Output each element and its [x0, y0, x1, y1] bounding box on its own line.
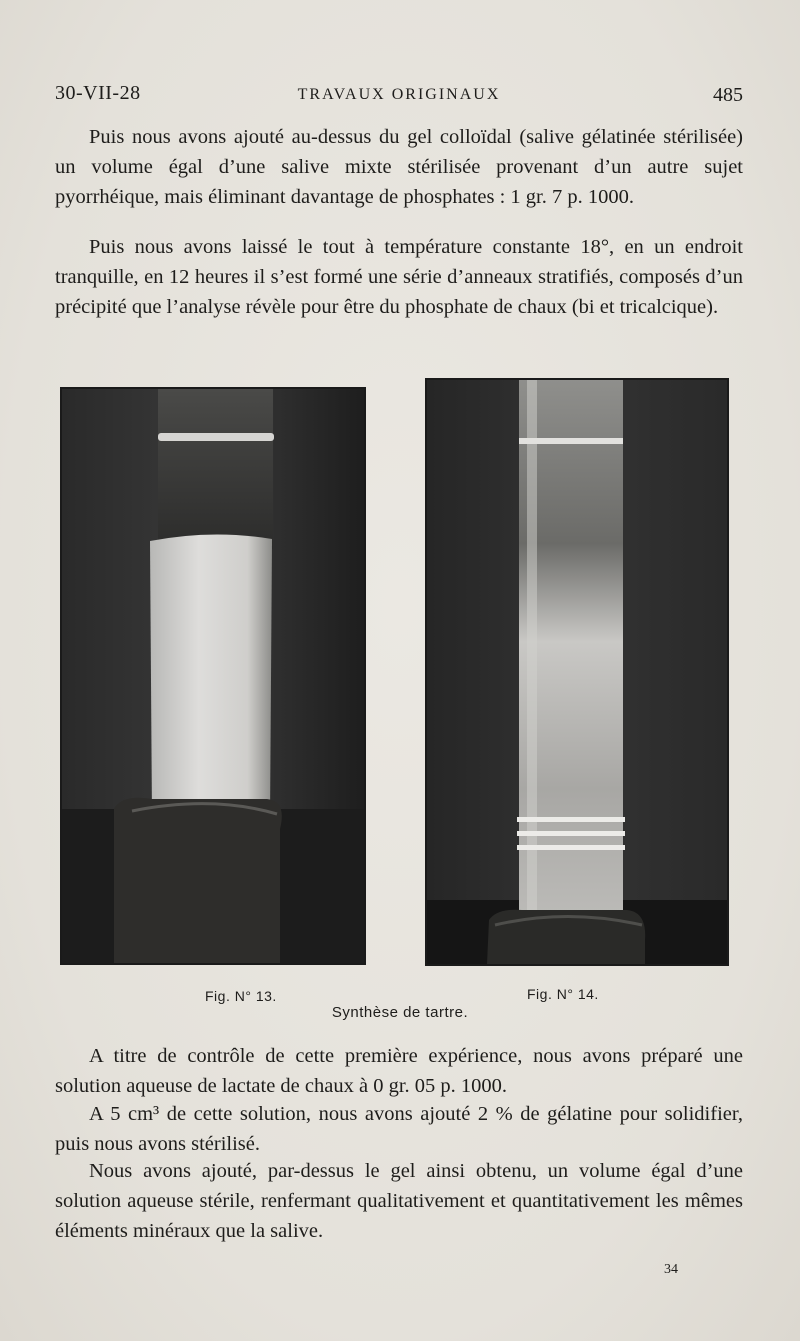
paragraph: A titre de contrôle de cette première expérience, nous avons préparé une solution aqueuse de lactate de chaux à 0 gr. 05 p. 1000. [55, 1045, 743, 1097]
figure-14-photo [425, 378, 729, 966]
paragraph: Puis nous avons laissé le tout à température constante 18°, en un endroit tranquille, en 12 heures il s’est formé une série d’anneaux stratifiés, composés d’un précipité que l’analyse révèle pour être du phosphate de chaux (bi et tricalcique). [55, 236, 743, 318]
figure-13-label: Fig. N° 13. [205, 988, 277, 1004]
page-number: 485 [713, 84, 743, 106]
paragraph: A 5 cm³ de cette solution, nous avons ajouté 2 % de gélatine pour solidifier, puis nous avons stérilisé. [55, 1103, 743, 1155]
running-head [55, 82, 743, 112]
paragraph: Nous avons ajouté, par-dessus le gel ainsi obtenu, un volume égal d’une solution aqueuse stérile, renfermant qualitativement et quantitativement les mêmes éléments minéraux que la salive. [55, 1160, 743, 1242]
issue-date: 30-VII-28 [55, 82, 141, 104]
figure-13-photo [60, 387, 366, 965]
signature-mark: 34 [664, 1262, 678, 1277]
figure-14-label: Fig. N° 14. [527, 986, 599, 1002]
figure-caption: Synthèse de tartre. [331, 1004, 469, 1021]
section-title: TRAVAUX ORIGINAUX [297, 86, 501, 103]
paragraph: Puis nous avons ajouté au-dessus du gel colloïdal (salive gélatinée stérilisée) un volume égal d’une salive mixte stérilisée provenant d’un autre sujet pyorrhéique, mais éliminant davantage de phosphates : 1 gr. 7 p. 1000. [55, 126, 743, 208]
